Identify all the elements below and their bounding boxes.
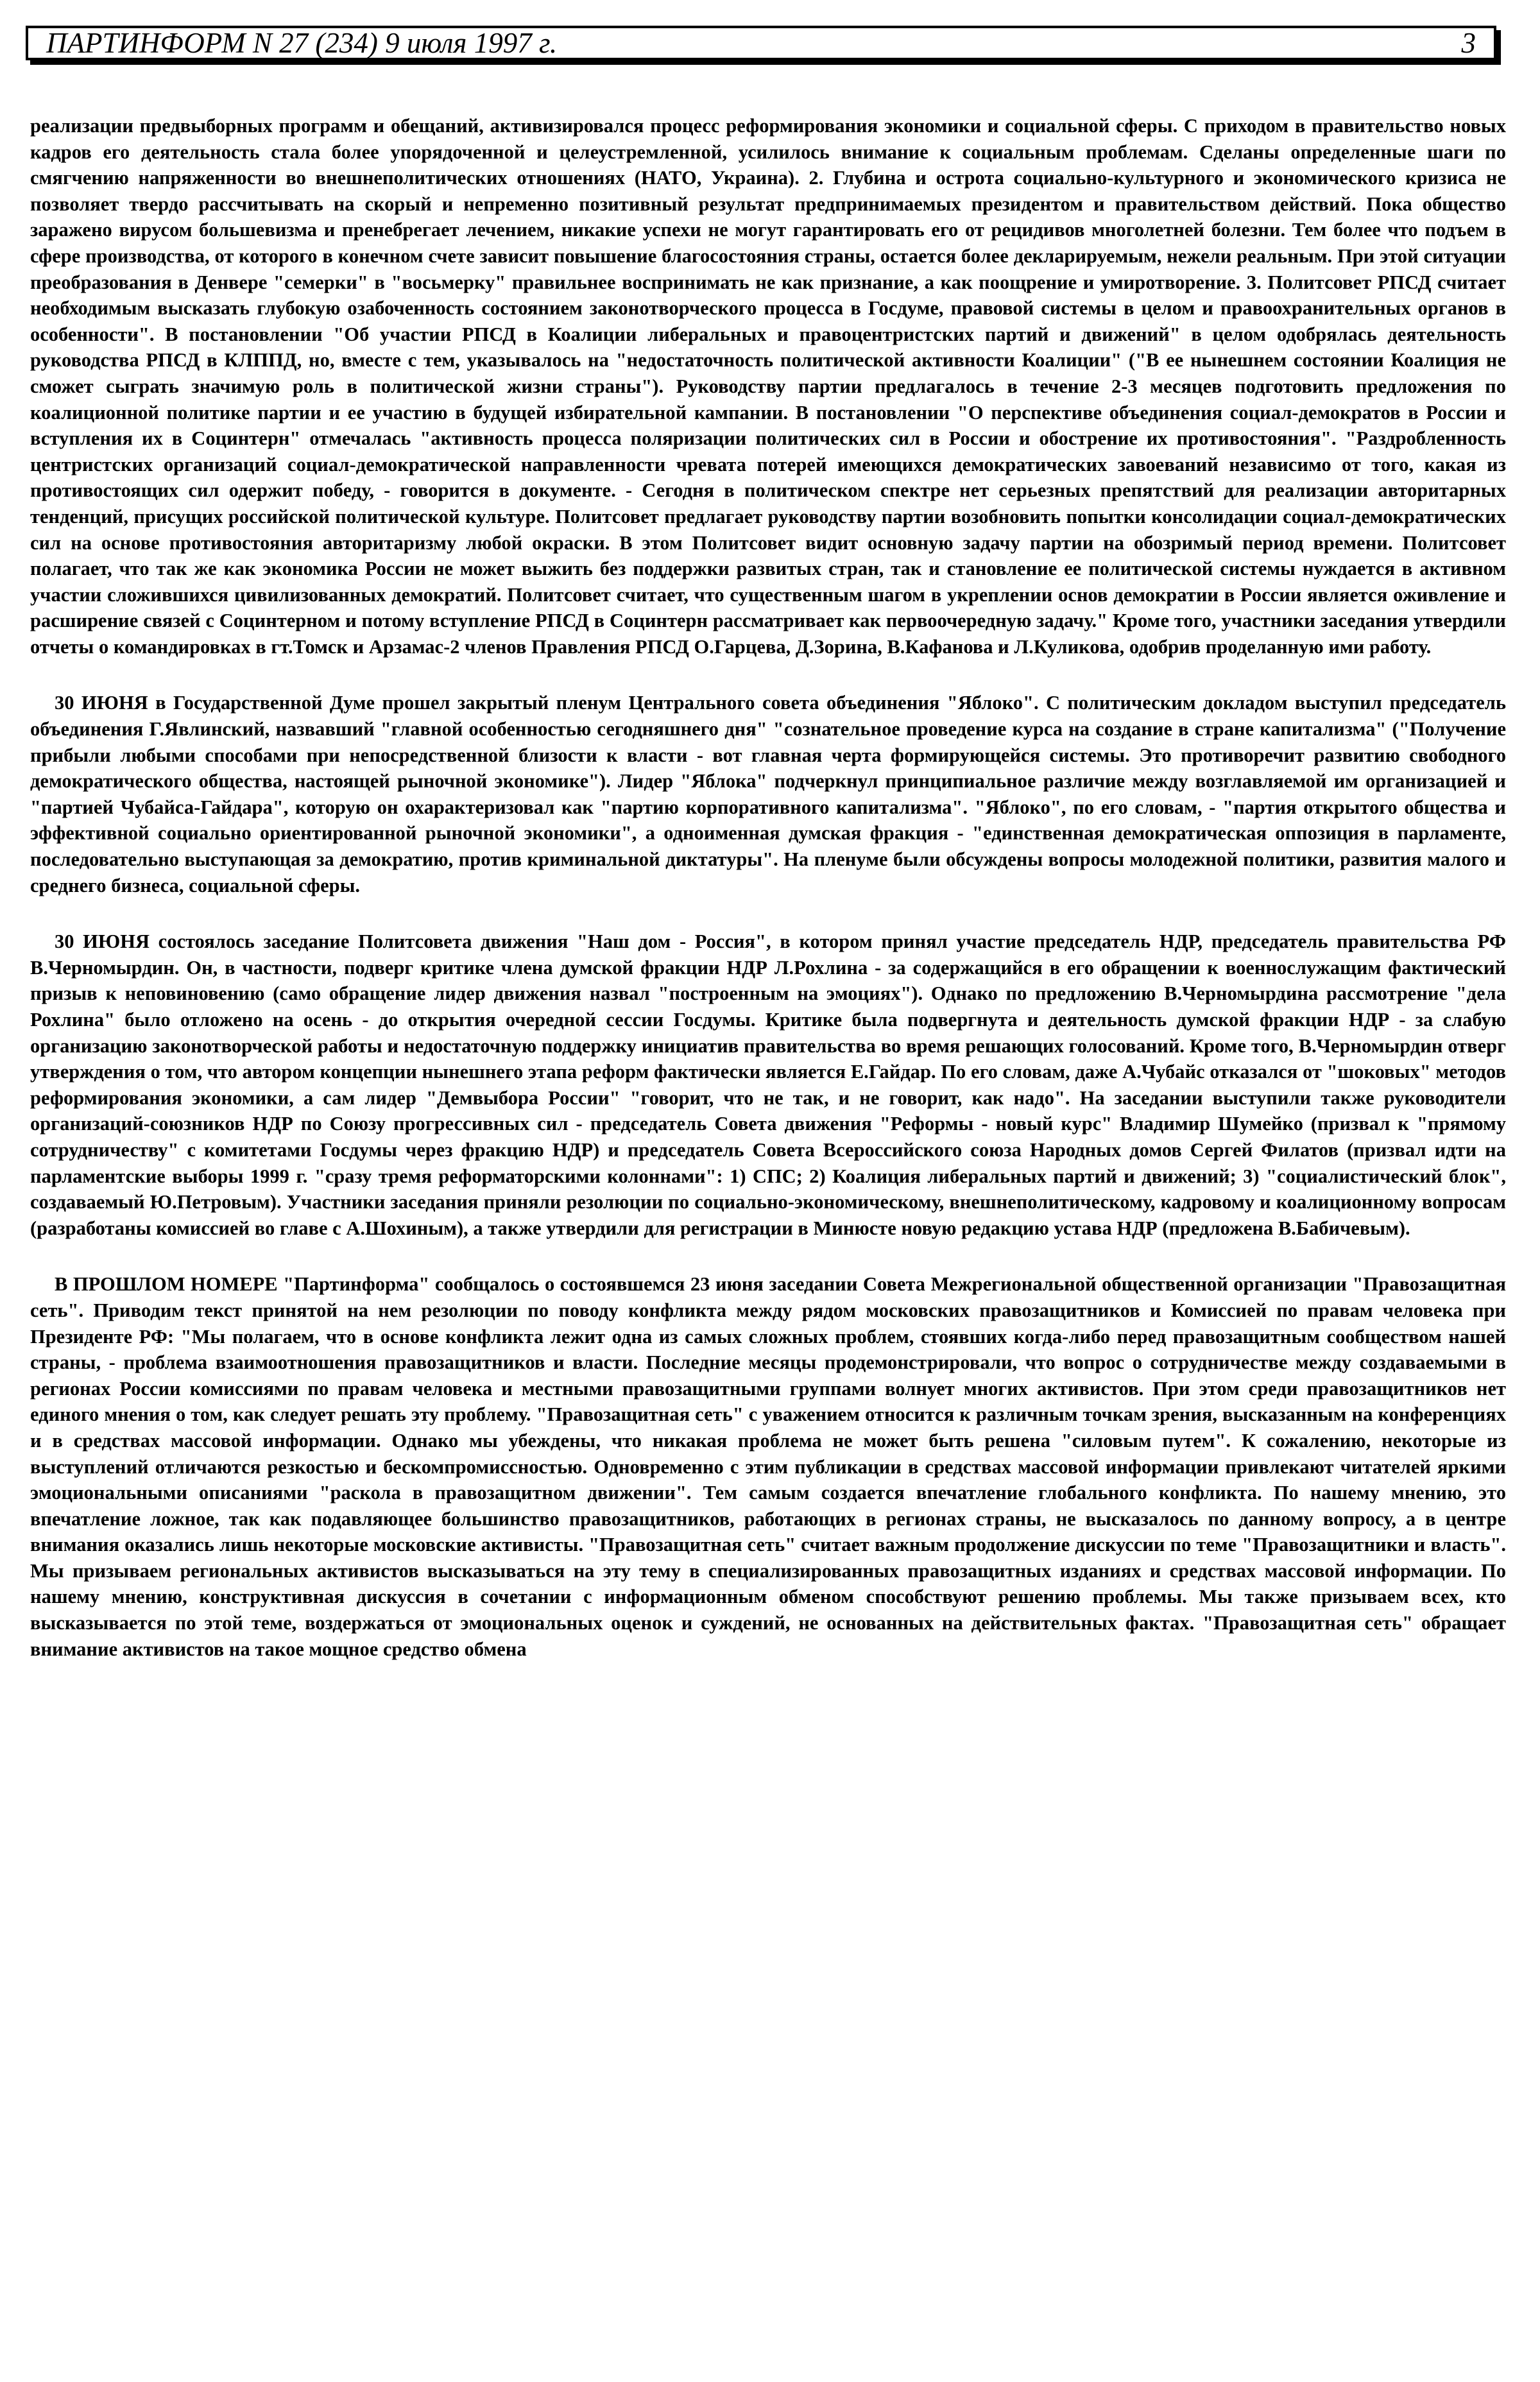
paragraph-ndr-politsovet: 30 ИЮНЯ состоялось заседание Политсовета движения "Наш дом - Россия", в котором принял участие председатель НДР, председатель правительства РФ В.Черномырдин. Он, в частности, подверг критике члена думской фракции НДР Л.Рохлина - за содержащийся в его обращении к военнослужащим фактический призыв к неповиновению (само обращение лидер движения назвал "построенным на эмоциях"). Однако по предложению В.Черномырдина рассмотрение "дела Рохлина" было отложено на осень - до открытия очередной сессии Госдумы. Критике была подвергнута и деятельность думской фракции НДР - за слабую организацию законотворческой работы и недостаточную поддержку инициатив правительства во время решающих голосований. Кроме того, В.Черномырдин отверг утверждения о том, что автором концепции нынешнего этапа реформ фактически является Е.Гайдар. По его словам, даже А.Чубайс отказался от "шоковых" методов реформирования экономики, а сам лидер "Демвыбора России" "говорит, что не так, и не говорит, как надо". На заседании выступили также руководители организаций-союзников НДР по Союзу прогрессивных сил - председатель Совета движения "Реформы - новый курс" Владимир Шумейко (призвал к "прямому сотрудничеству" с комитетами Госдумы через фракцию НДР) и председатель Совета Всероссийского союза Народных домов Сергей Филатов (призвал идти на парламентские выборы 1999 г. "сразу тремя реформаторскими колоннами": 1) СПС; 2) Коалиция либеральных партий и движений; 3) "социалистический блок", создаваемый Ю.Петровым). Участники заседания приняли резолюции по социально-экономическому, внешнеполитическому, кадровому и коалиционному вопросам (разработаны комиссией во главе с А.Шохиным), а также утвердили для регистрации в Минюсте новую редакцию устава НДР (предложена В.Бабичевым). [30, 930, 1506, 1239]
paragraph-yabloko-plenum: 30 ИЮНЯ в Государственной Думе прошел закрытый пленум Центрального совета объединения "Яблоко". С политическим докладом выступил председатель объединения Г.Явлинский, назвавший "главной особенностью сегодняшнего дня" "сознательное проведение курса на создание в стране капитализма" ("Получение прибыли любыми способами при непосредственной близости к власти - вот главная черта формирующейся системы. Это противоречит развитию свободного демократического общества, настоящей рыночной экономике"). Лидер "Яблока" подчеркнул принципиальное различие между возглавляемой им организацией и "партией Чубайса-Гайдара", которую он охарактеризовал как "партию корпоративного капитализма". "Яблоко", по его словам, - "партия открытого общества и эффективной социально ориентированной рыночной экономики", а одноименная думская фракция - "единственная демократическая оппозиция в парламенте, последовательно выступающая за демократию, против криминальной диктатуры". На пленуме были обсуждены вопросы молодежной политики, развития малого и среднего бизнеса, социальной сферы. [30, 692, 1506, 896]
article-body [30, 113, 1506, 1692]
page-header [26, 26, 1496, 60]
page-number: 3 [1461, 27, 1476, 59]
publication-title: ПАРТИНФОРМ N 27 (234) 9 июля 1997 г. [46, 27, 558, 59]
paragraph-rpsd-politsovet: реализации предвыборных программ и обещаний, активизировался процесс реформирования экономики и социальной сферы. С приходом в правительство новых кадров его деятельность стала более упорядоченной и целеустремленной, усилилось внимание к социальным проблемам. Сделаны определенные шаги по смягчению напряженности во внешнеполитических отношениях (НАТО, Украина). 2. Глубина и острота социально-культурного и экономического кризиса не позволяет твердо рассчитывать на скорый и непременно позитивный результат предпринимаемых президентом и правительством действий. Пока общество заражено вирусом большевизма и пренебрегает лечением, никакие успехи не могут гарантировать его от рецидивов многолетней болезни. Тем более что подъем в сфере производства, от которого в конечном счете зависит повышение благосостояния страны, остается более декларируемым, нежели реальным. При этой ситуации преобразования в Денвере "семерки" в "восьмерку" правильнее воспринимать не как признание, а как поощрение и умиротворение. 3. Политсовет РПСД считает необходимым высказать глубокую озабоченность состоянием законотворческого процесса в Госдуме, правовой системы в целом и правоохранительных органов в особенности". В постановлении "Об участии РПСД в Коалиции либеральных и правоцентристских партий и движений" в целом одобрялась деятельность руководства РПСД в КЛППД, но, вместе с тем, указывалось на "недостаточность политической активности Коалиции" ("В ее нынешнем состоянии Коалиция не сможет сыграть значимую роль в политической жизни страны"). Руководству партии предлагалось в течение 2-3 месяцев подготовить предложения по коалиционной политике партии и ее участию в будущей избирательной кампании. В постановлении "О перспективе объединения социал-демократов в России и вступления их в Социнтерн" отмечалась "активность процесса поляризации политических сил в России и обострение их противостояния". "Раздробленность центристских организаций социал-демократической направленности чревата потерей имеющихся демократических завоеваний независимо от того, какая из противостоящих сил одержит победу, - говорится в документе. - Сегодня в политическом спектре нет серьезных препятствий для реализации авторитарных тенденций, присущих российской политической культуре. Политсовет предлагает руководству партии возобновить попытки консолидации социал-демократических сил на основе противостояния авторитаризму любой окраски. В этом Политсовет видит основную задачу партии на обозримый период времени. Политсовет полагает, что так же как экономика России не может выжить без поддержки развитых стран, так и становление ее политической системы нуждается в активном участии сложившихся цивилизованных демократий. Политсовет считает, что существенным шагом в укреплении основ демократии в России является оживление и расширение связей с Социнтерном и потому вступление РПСД в Социнтерн рассматривает как первоочередную задачу." Кроме того, участники заседания утвердили отчеты о командировках в гт.Томск и Арзамас-2 членов Правления РПСД О.Гарцева, Д.Зорина, В.Кафанова и Л.Куликова, одобрив проделанную ими работу. [30, 115, 1506, 658]
paragraph-pravozashchitnaya-set: В ПРОШЛОМ НОМЕРЕ "Партинформа" сообщалось о состоявшемся 23 июня заседании Совета Межрегиональной общественной организации "Правозащитная сеть". Приводим текст принятой на нем резолюции по поводу конфликта между рядом московских правозащитников и Комиссией по правам человека при Президенте РФ: "Мы полагаем, что в основе конфликта лежит одна из самых сложных проблем, стоявших когда-либо перед правозащитным сообществом нашей страны, - проблема взаимоотношения правозащитников и власти. Последние месяцы продемонстрировали, что вопрос о сотрудничестве между создаваемыми в регионах России комиссиями по правам человека и местными правозащитными группами волнует многих активистов. При этом среди правозащитников нет единого мнения о том, как следует решать эту проблему. "Правозащитная сеть" с уважением относится к различным точкам зрения, высказанным на конференциях и в средствах массовой информации. Однако мы убеждены, что никакая проблема не может быть решена "силовым путем". К сожалению, некоторые из выступлений отличаются резкостью и бескомпромиссностью. Одновременно с этим публикации в средствах массовой информации привлекают читателей яркими эмоциональными описаниями "раскола в правозащитном движении". Тем самым создается впечатление глобального конфликта. По нашему мнению, это впечатление ложное, так как подавляющее большинство правозащитников, работающих в регионах страны, не высказалось по данному вопросу, а в центре внимания оказались лишь некоторые московские активисты. "Правозащитная сеть" считает важным продолжение дискуссии по теме "Правозащитники и власть". Мы призываем региональных активистов высказываться на эту тему в специализированных правозащитных изданиях и средствах массовой информации. По нашему мнению, конструктивная дискуссия в сочетании с информационным обменом способствуют решению проблемы. Мы также призываем всех, кто высказывается по этой теме, воздержаться от эмоциональных оценок и суждений, не основанных на действительных фактах. "Правозащитная сеть" обращает внимание активистов на такое мощное средство обмена [30, 1273, 1506, 1660]
